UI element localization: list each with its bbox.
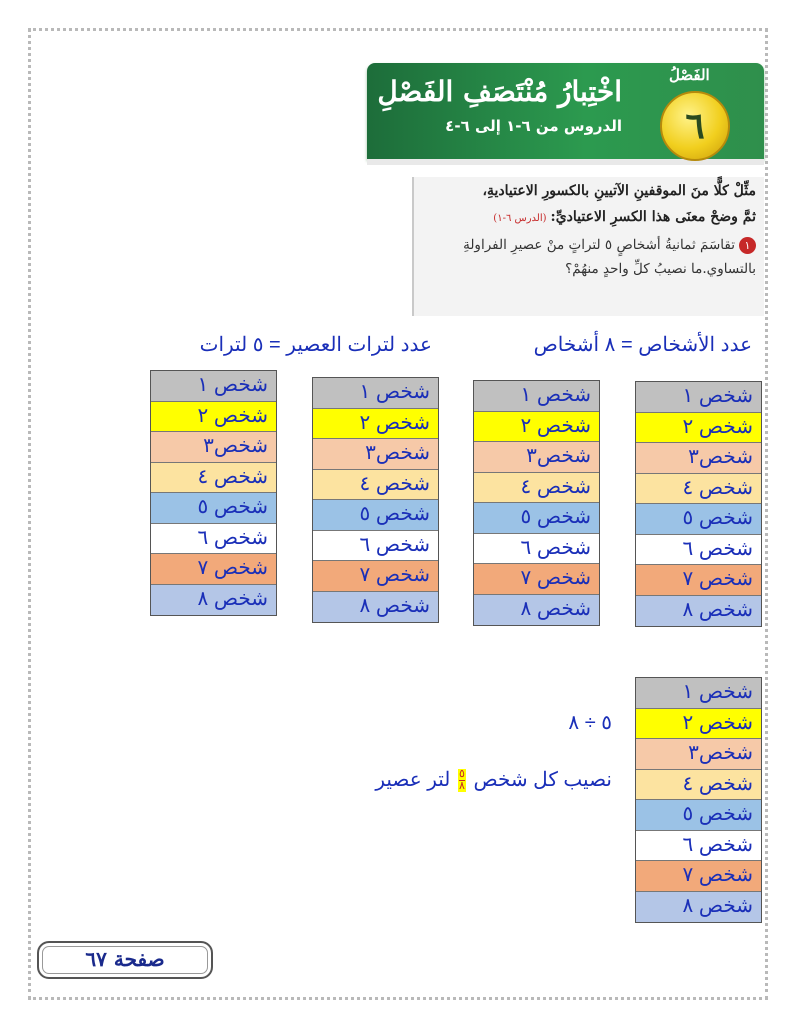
person-cell: شخص ٨: [636, 596, 761, 627]
person-cell: شخص ١: [313, 378, 438, 409]
person-cell: شخص ٨: [313, 592, 438, 623]
banner-title: اخْتِبارُ مُنْتَصَفِ الفَصْلِ: [377, 75, 622, 108]
person-cell: شخص ٧: [151, 554, 276, 585]
person-cell: شخص ٧: [636, 861, 761, 892]
page-number: صفحة ٦٧: [85, 947, 165, 971]
person-cell: شخص ٤: [474, 473, 599, 504]
fraction-denominator: ٨: [458, 780, 465, 793]
person-cell: شخص ٥: [636, 504, 761, 535]
question-line-2-text: ثمَّ وضحْ معنَى هذا الكسرِ الاعتياديِّ:: [550, 209, 756, 225]
person-cell: شخص ٧: [313, 561, 438, 592]
person-cell: شخص ٢: [636, 413, 761, 444]
chapter-badge: [660, 91, 730, 161]
lesson-reference: (الدرس ٦-١): [493, 213, 547, 224]
person-cell: شخص ٧: [636, 565, 761, 596]
person-cell: شخص ٤: [636, 474, 761, 505]
person-cell: شخص ٢: [313, 409, 438, 440]
person-cell: شخص ٦: [151, 524, 276, 555]
person-cell: شخص ٦: [474, 534, 599, 565]
fraction-numerator: ٥: [458, 768, 465, 781]
person-cell: شخص ٧: [474, 564, 599, 595]
person-cell: شخص٣: [636, 739, 761, 770]
person-cell: شخص ٦: [636, 831, 761, 862]
person-cell: شخص ٥: [636, 800, 761, 831]
person-cell: شخص ٥: [313, 500, 438, 531]
person-cell: شخص ٨: [636, 892, 761, 923]
question-line-2: [420, 209, 756, 225]
person-cell: شخص ٨: [151, 585, 276, 616]
question-line-3: [420, 233, 756, 281]
page-number-box: [37, 941, 213, 979]
person-cell: شخص ٤: [313, 470, 438, 501]
person-cell: شخص ٢: [636, 709, 761, 740]
people-count-statement: عدد الأشخاص = ٨ أشخاص: [533, 334, 752, 356]
question-line-1: مثِّلْ كلًّا منَ الموقفينِ الآتيينِ بالكسورِ الاعتياديةِ،: [482, 183, 756, 199]
person-cell: شخص ٥: [474, 503, 599, 534]
person-cell: شخص٣: [474, 442, 599, 473]
share-prefix: نصيب كل شخص: [473, 769, 612, 791]
person-cell: شخص ٤: [636, 770, 761, 801]
person-cell: شخص ٤: [151, 463, 276, 494]
question-number-icon: ١: [739, 237, 756, 254]
liter-column-4: [312, 377, 439, 623]
liter-column-3: [473, 380, 600, 626]
person-cell: شخص ٢: [151, 402, 276, 433]
chapter-label: الفَصْلُ: [669, 66, 710, 84]
share-suffix: لتر عصير: [375, 769, 451, 791]
banner-subtitle: الدروس من ٦-١ إلى ٦-٤: [445, 117, 622, 135]
person-cell: شخص ١: [636, 382, 761, 413]
person-cell: شخص ١: [151, 371, 276, 402]
person-cell: شخص ١: [474, 381, 599, 412]
liter-column-5: [150, 370, 277, 616]
question-block: [412, 177, 764, 316]
chapter-number: ٦: [685, 105, 705, 147]
person-cell: شخص ٥: [151, 493, 276, 524]
division-expression: ٥ ÷ ٨: [568, 712, 612, 734]
person-cell: شخص ٨: [474, 595, 599, 626]
share-fraction: [458, 769, 466, 792]
share-statement: [375, 767, 612, 792]
question-text: تقاسَمَ ثمانيةُ أشخاصٍ ٥ لتراتٍ منْ عصيرِ الفراولةِ بالتساوي.ما نصيبُ كلِّ واحدٍ منهُمْ؟: [463, 237, 756, 277]
person-cell: شخص ١: [636, 678, 761, 709]
person-cell: شخص ٦: [313, 531, 438, 562]
juice-liters-statement: عدد لترات العصير = ٥ لترات: [199, 334, 432, 356]
liter-column-1: [635, 677, 762, 923]
person-cell: شخص ٦: [636, 535, 761, 566]
person-cell: شخص٣: [313, 439, 438, 470]
person-cell: شخص ٢: [474, 412, 599, 443]
person-cell: شخص٣: [151, 432, 276, 463]
person-cell: شخص٣: [636, 443, 761, 474]
liter-column-2: [635, 381, 762, 627]
